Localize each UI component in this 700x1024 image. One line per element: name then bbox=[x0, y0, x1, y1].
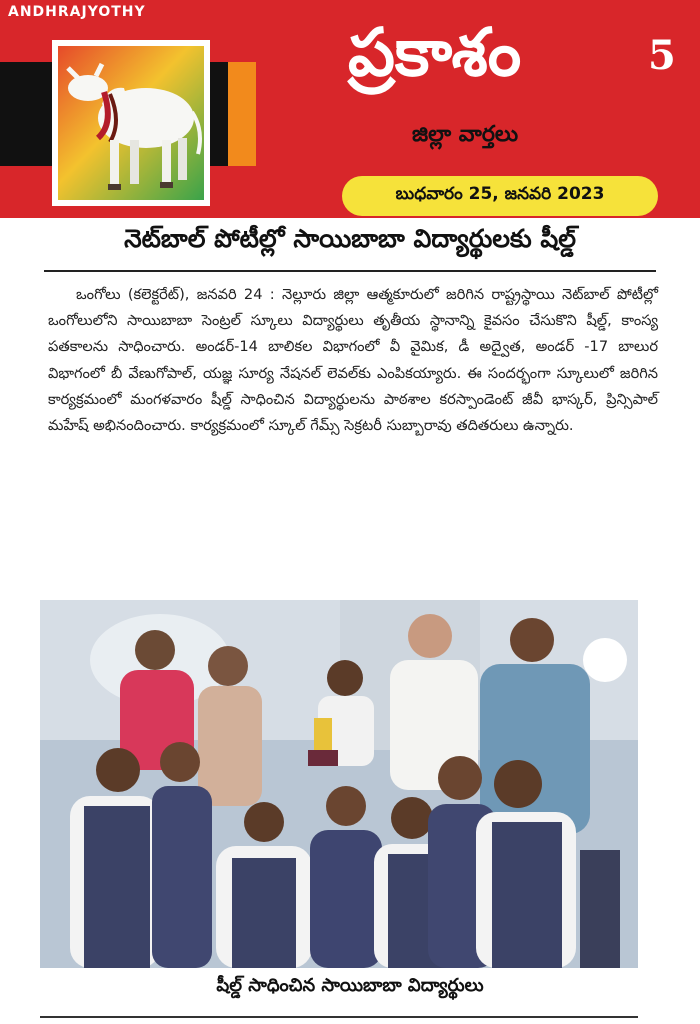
district-emblem bbox=[52, 40, 210, 206]
headline-divider bbox=[44, 270, 656, 272]
article-body: ఒంగోలు (కలెక్టరేట్), జనవరి 24 : నెల్లూరు జిల్లా ఆత్మకూరులో జరిగిన రాష్ట్రస్థాయి నెట్‌బాల్ పోటీల్లో ఒంగోలులోని సాయిబాబా సెంట్రల్ స్కూలు విద్యార్థులు తృతీయ స్థానాన్ని కైవసం చేసుకొని షీల్డ్, కాంస్య పతకాలను సాధించారు. అండర్-14 బాలికల విభాగంలో వీ వైమిక, డీ అద్వైత, అండర్ -17 బాలుర విభాగంలో బీ వేణుగోపాల్, యజ్ఞ సూర్య నేషనల్ లెవల్‌కు ఎంపికయ్యారు. ఈ సందర్భంగా స్కూలులో జరిగిన కార్యక్రమంలో మంగళవారం షీల్డ్ సాధించిన విద్యార్థులను పాఠశాల కరస్పాండెంట్ జీవీ భాస్కర్, ప్రిన్సిపాల్ మహేష్ అభినందించారు. కార్యక్రమంలో స్కూల్ గేమ్స్ సెక్రటరీ సుబ్బారావు తదితరులు ఉన్నారు. bbox=[48, 286, 658, 435]
date-badge: బుధవారం 25, జనవరి 2023 bbox=[342, 176, 658, 216]
masthead-band-black bbox=[0, 62, 52, 166]
masthead-band-orange bbox=[228, 62, 256, 166]
page-title: ప్రకాశం bbox=[348, 14, 522, 91]
group-photo-illustration bbox=[40, 600, 638, 968]
masthead bbox=[0, 0, 700, 218]
photo-caption: షీల్డ్ సాధించిన సాయిబాబా విద్యార్థులు bbox=[216, 975, 484, 996]
publication-brand: ANDHRAJYOTHY bbox=[8, 4, 146, 20]
masthead-band-black-right bbox=[210, 62, 228, 166]
article-headline: నెట్‌బాల్ పోటీల్లో సాయిబాబా విద్యార్థులకు షీల్డ్ bbox=[124, 224, 576, 253]
news-photo bbox=[40, 600, 638, 968]
section-subtitle: జిల్లా వార్తలు bbox=[412, 122, 519, 147]
caption-divider bbox=[40, 1016, 638, 1018]
bull-icon bbox=[58, 46, 204, 200]
page-number: 5 bbox=[648, 32, 676, 79]
